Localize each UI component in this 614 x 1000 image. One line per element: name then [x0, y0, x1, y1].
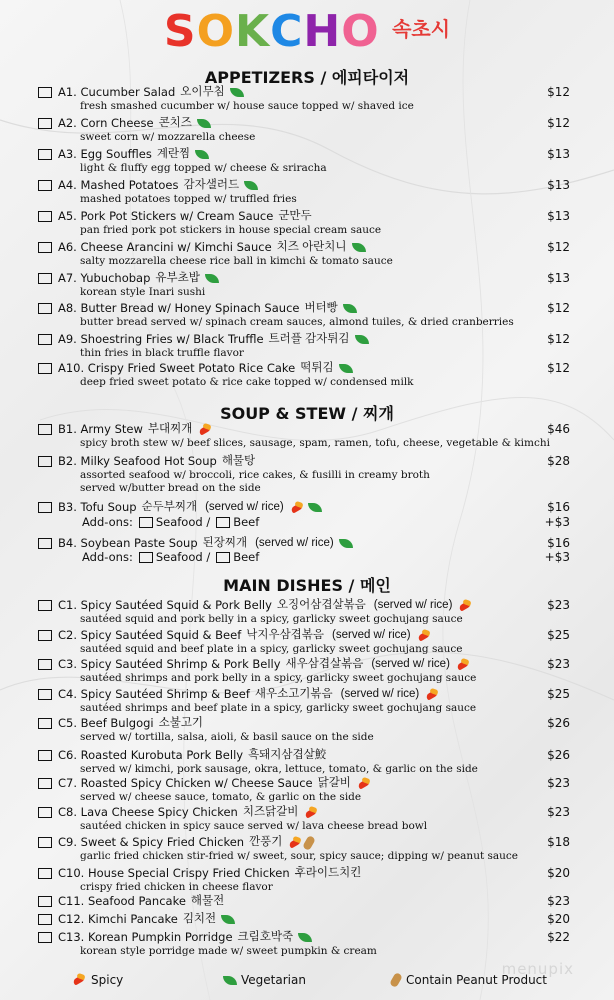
item-price: $26 [547, 716, 570, 730]
chili-icon [424, 689, 438, 701]
item-checkbox[interactable] [38, 868, 52, 879]
item-line [38, 178, 570, 193]
item-description: light & fluffy egg topped w/ cheese & sriracha [80, 162, 327, 174]
item-served-with: (served w/ rice) [205, 501, 284, 513]
item-name: C10. House Special Crispy Fried Chicken [58, 866, 290, 880]
item-checkbox[interactable] [38, 630, 52, 641]
item-price: $23 [547, 598, 570, 612]
restaurant-header [0, 6, 614, 58]
chili-icon [457, 600, 471, 612]
peanut-icon [389, 972, 403, 988]
item-name: A6. Cheese Arancini w/ Kimchi Sauce [58, 240, 272, 254]
item-line [38, 301, 570, 316]
item-line [38, 776, 570, 791]
item-checkbox[interactable] [38, 242, 52, 253]
item-description: deep fried sweet potato & rice cake topped w/ condensed milk [80, 376, 414, 388]
item-name: C5. Beef Bulgogi [58, 716, 154, 730]
leaf-icon [352, 243, 366, 252]
item-korean-name: 깐풍기 [249, 836, 283, 848]
leaf-icon [343, 304, 357, 313]
item-line [38, 628, 570, 643]
item-korean-name: 크림호박죽 [237, 931, 294, 943]
item-name: B3. Tofu Soup [58, 500, 137, 514]
item-served-with: (served w/ rice) [255, 537, 334, 549]
item-description: thin fries in black truffle flavor [80, 347, 244, 359]
item-name: C6. Roasted Kurobuta Pork Belly [58, 748, 244, 762]
menu-item-appetizer [38, 116, 570, 144]
menu-item-main [38, 930, 570, 958]
item-checkbox[interactable] [38, 502, 52, 513]
item-description: served w/ cheese sauce, tomato, & garlic on the side [80, 791, 362, 803]
item-name: C9. Sweet & Spicy Fried Chicken [58, 835, 245, 849]
menu-item-soup [38, 422, 570, 450]
menu-item-main [38, 748, 570, 776]
item-price: $13 [547, 209, 570, 223]
item-description: fresh smashed cucumber w/ house sauce topped w/ shaved ice [80, 100, 414, 112]
item-korean-name: 해물탕 [221, 455, 256, 467]
item-checkbox[interactable] [38, 538, 52, 549]
item-name: C1. Spicy Sautéed Squid & Pork Belly [58, 598, 272, 612]
item-checkbox[interactable] [38, 932, 52, 943]
chili-icon [356, 778, 370, 790]
item-served-with: (served w/ rice) [373, 599, 453, 611]
item-korean-name: 새우삼겹살볶음 [285, 658, 364, 670]
menu-item-appetizer [38, 301, 570, 329]
addon-seafood-label: Seafood / [155, 515, 211, 529]
addon-beef-checkbox[interactable] [216, 552, 230, 563]
leaf-icon [197, 119, 211, 128]
item-price: $22 [547, 930, 570, 944]
menu-item-main [38, 912, 570, 927]
item-checkbox[interactable] [38, 87, 52, 98]
item-korean-name: 떡튀김 [300, 362, 334, 374]
item-price: $16 [547, 500, 570, 514]
item-price: $16 [547, 536, 570, 550]
item-line [38, 240, 570, 255]
item-description: sautéed shrimps and pork belly in a spicy, garlicky sweet gochujang sauce [80, 672, 477, 684]
chili-icon [289, 502, 303, 514]
item-description: sautéed chicken in spicy sauce served w/ lava cheese bread bowl [80, 820, 428, 832]
chili-icon [197, 424, 211, 436]
item-line [38, 332, 570, 347]
item-price: $23 [547, 805, 570, 819]
item-description: pan fried pork pot stickers in house special cream sauce [80, 224, 382, 236]
peanut-icon [302, 834, 316, 850]
item-price: $28 [547, 454, 570, 468]
item-line [38, 835, 570, 850]
item-name: A10. Crispy Fried Sweet Potato Rice Cake [58, 361, 296, 375]
item-korean-name: 계란찜 [156, 148, 191, 160]
item-line [38, 209, 570, 224]
item-korean-name: 치즈닭갈비 [242, 806, 299, 818]
item-name: A3. Egg Souffles [58, 147, 152, 161]
item-korean-name: 낙지우삼겹볶음 [246, 629, 325, 641]
item-checkbox[interactable] [38, 273, 52, 284]
item-name: C8. Lava Cheese Spicy Chicken [58, 805, 238, 819]
menu-item-appetizer [38, 147, 570, 175]
item-line [38, 805, 570, 820]
item-name: A2. Corn Cheese [58, 116, 154, 130]
item-name: B2. Milky Seafood Hot Soup [58, 454, 217, 468]
item-description: sautéed squid and pork belly in a spicy, garlicky sweet gochujang sauce [80, 613, 463, 625]
item-price: $12 [547, 301, 570, 315]
item-korean-name: 닭갈비 [317, 777, 351, 789]
item-line [38, 866, 570, 881]
item-price: $26 [547, 748, 570, 762]
item-korean-name: 소불고기 [158, 717, 204, 729]
item-korean-name: 콘치즈 [158, 117, 192, 129]
item-price: $12 [547, 240, 570, 254]
addon-row [82, 515, 570, 529]
item-description: served w/ kimchi, pork sausage, okra, lettuce, tomato, & garlic on the side [80, 763, 478, 775]
addon-row [82, 550, 570, 564]
item-price: $13 [547, 178, 570, 192]
menu-item-main [38, 716, 570, 744]
item-korean-name: 버터빵 [304, 302, 338, 314]
item-name: A9. Shoestring Fries w/ Black Truffle [58, 332, 264, 346]
leaf-icon [205, 274, 219, 283]
item-checkbox[interactable] [38, 334, 52, 345]
item-description: spicy broth stew w/ beef slices, sausage, spam, ramen, tofu, cheese, vegetable & kimchi [80, 437, 550, 449]
item-line [38, 500, 570, 515]
addon-seafood-checkbox[interactable] [139, 517, 153, 528]
item-price: $23 [547, 657, 570, 671]
item-name: C3. Spicy Sautéed Shrimp & Pork Belly [58, 657, 281, 671]
menu-item-main [38, 598, 570, 626]
item-served-with: (served w/ rice) [332, 629, 411, 641]
item-description: korean style porridge made w/ sweet pumpkin & cream [80, 945, 377, 957]
menu-item-main [38, 866, 570, 894]
logo-letter: S [163, 6, 197, 57]
item-line [38, 748, 570, 763]
item-checkbox[interactable] [38, 363, 52, 374]
addon-seafood-label: Seafood / [155, 550, 211, 564]
item-korean-name: 부대찌개 [147, 423, 193, 435]
item-line [38, 657, 570, 672]
menu-item-soup [38, 500, 570, 515]
item-name: A7. Yubuchobap [58, 271, 151, 285]
menu-item-appetizer [38, 271, 570, 299]
item-description: sweet corn w/ mozzarella cheese [80, 131, 256, 143]
logo-letter: C [270, 6, 304, 57]
item-korean-name: 오징어삼겹살볶음 [276, 599, 366, 611]
item-name: A1. Cucumber Salad [58, 85, 176, 99]
item-price: $12 [547, 85, 570, 99]
restaurant-logo [164, 6, 380, 58]
legend-veg-label: Vegetarian [241, 973, 306, 987]
item-checkbox[interactable] [38, 896, 52, 907]
item-line [38, 536, 570, 551]
item-checkbox[interactable] [38, 600, 52, 611]
item-name: B4. Soybean Paste Soup [58, 536, 198, 550]
item-price: $18 [547, 835, 570, 849]
item-checkbox[interactable] [38, 118, 52, 129]
logo-letter: K [235, 6, 271, 57]
item-korean-name: 트러플 감자튀김 [268, 333, 350, 345]
menu-item-appetizer [38, 178, 570, 206]
item-price: $25 [547, 628, 570, 642]
menu-item-soup [38, 536, 570, 551]
item-name: C13. Korean Pumpkin Porridge [58, 930, 233, 944]
item-description: butter bread served w/ spinach cream sauces, almond tuiles, & dried cranberries [80, 316, 514, 328]
item-korean-name: 감자샐러드 [183, 179, 240, 191]
menu-item-main [38, 894, 570, 909]
item-description: salty mozzarella cheese rice ball in kimchi & tomato sauce [80, 255, 393, 267]
chili-icon [416, 630, 430, 642]
item-line [38, 912, 570, 927]
item-checkbox[interactable] [38, 914, 52, 925]
leaf-icon [244, 181, 258, 190]
leaf-icon [298, 933, 312, 942]
menu-item-main [38, 805, 570, 833]
item-price: $12 [547, 116, 570, 130]
item-description: crispy fried chicken in cheese flavor [80, 881, 273, 893]
item-line [38, 271, 570, 286]
item-line [38, 930, 570, 945]
item-korean-name: 김치전 [182, 913, 217, 925]
addon-seafood-checkbox[interactable] [139, 552, 153, 563]
item-description: korean style Inari sushi [80, 286, 206, 298]
item-line [38, 422, 570, 437]
leaf-icon [339, 539, 353, 548]
leaf-icon [339, 364, 353, 373]
item-name: A8. Butter Bread w/ Honey Spinach Sauce [58, 301, 300, 315]
menu-item-appetizer [38, 209, 570, 237]
item-checkbox[interactable] [38, 180, 52, 191]
item-name: C11. Seafood Pancake [58, 894, 186, 908]
item-korean-name: 유부초밥 [155, 272, 200, 284]
item-line [38, 894, 570, 909]
menu-item-main [38, 835, 570, 863]
item-served-with: (served w/ rice) [371, 658, 450, 670]
item-checkbox[interactable] [38, 211, 52, 222]
item-description: sautéed shrimps and beef plate in a spicy, garlicky sweet gochujang sauce [80, 702, 477, 714]
menu-item-appetizer [38, 240, 570, 268]
appetizers-heading: APPETIZERS / 에피타이저 [204, 68, 410, 87]
menu-item-soup [38, 454, 570, 495]
addon-price: +$3 [544, 550, 570, 564]
item-name: B1. Army Stew [58, 422, 143, 436]
addon-label: Add-ons: [82, 550, 133, 564]
menu-item-appetizer [38, 361, 570, 389]
item-checkbox[interactable] [38, 778, 52, 789]
addon-beef-checkbox[interactable] [216, 517, 230, 528]
item-price: $12 [547, 332, 570, 346]
menu-item-main [38, 776, 570, 804]
addon-price: +$3 [544, 515, 570, 529]
item-korean-name: 된장찌개 [202, 537, 248, 549]
item-checkbox[interactable] [38, 149, 52, 160]
item-line [38, 361, 570, 376]
item-price: $23 [547, 776, 570, 790]
item-korean-name: 순두부찌개 [141, 501, 198, 513]
legend-peanut-label: Contain Peanut Product [406, 973, 547, 987]
leaf-icon [221, 915, 235, 924]
item-price: $46 [547, 422, 570, 436]
item-checkbox[interactable] [38, 303, 52, 314]
item-korean-name: 새우소고기볶음 [254, 688, 333, 700]
item-name: A4. Mashed Potatoes [58, 178, 179, 192]
chili-icon [287, 837, 301, 849]
leaf-icon [230, 88, 244, 97]
menu-item-appetizer [38, 332, 570, 360]
item-line [38, 85, 570, 100]
chili-icon [303, 807, 317, 819]
item-checkbox[interactable] [38, 837, 52, 848]
item-line [38, 716, 570, 731]
menu-item-main [38, 657, 570, 685]
legend-spicy [66, 973, 123, 987]
menu-item-appetizer [38, 85, 570, 113]
legend-vegetarian [218, 973, 306, 987]
watermark: menupix [501, 960, 574, 978]
chili-icon [455, 659, 469, 671]
menu-item-main [38, 628, 570, 656]
item-name: C4. Spicy Sautéed Shrimp & Beef [58, 687, 250, 701]
item-description: served w/ tortilla, salsa, aioli, & basil sauce on the side [80, 731, 374, 743]
item-korean-name: 치즈 아란치니 [276, 241, 347, 253]
item-checkbox[interactable] [38, 456, 52, 467]
item-price: $13 [547, 147, 570, 161]
item-checkbox[interactable] [38, 689, 52, 700]
soup-stew-heading: SOUP & STEW / 찌개 [220, 404, 394, 423]
chili-icon [71, 974, 85, 986]
item-korean-name: 후라이드치킨 [294, 867, 362, 879]
item-price: $13 [547, 271, 570, 285]
item-checkbox[interactable] [38, 659, 52, 670]
main-dishes-heading: MAIN DISHES / 메인 [223, 576, 391, 595]
addon-label: Add-ons: [82, 515, 133, 529]
item-line [38, 147, 570, 162]
item-checkbox[interactable] [38, 750, 52, 761]
item-description-extra: served w/butter bread on the side [80, 482, 261, 494]
item-korean-name: 해물전 [190, 895, 225, 907]
legend-spicy-label: Spicy [91, 973, 124, 987]
logo-letter: O [341, 6, 380, 57]
item-price: $20 [547, 866, 570, 880]
item-name: C12. Kimchi Pancake [58, 912, 178, 926]
item-line [38, 116, 570, 131]
item-checkbox[interactable] [38, 424, 52, 435]
item-description: assorted seafood w/ broccoli, rice cakes, & fusilli in creamy broth [80, 469, 430, 481]
item-served-with: (served w/ rice) [340, 688, 420, 700]
addon-beef-label: Beef [233, 515, 260, 529]
leaf-icon [308, 503, 322, 512]
leaf-icon [355, 335, 369, 344]
restaurant-korean-name: 속초시 [392, 19, 451, 41]
item-price: $23 [547, 894, 570, 908]
item-line [38, 687, 570, 702]
addon-beef-label: Beef [233, 550, 260, 564]
item-description: mashed potatoes topped w/ truffled fries [80, 193, 297, 205]
item-line [38, 598, 570, 613]
item-checkbox[interactable] [38, 807, 52, 818]
item-korean-name: 오이무침 [180, 86, 225, 98]
logo-letter: H [303, 6, 342, 57]
item-name: C7. Roasted Spicy Chicken w/ Cheese Sauce [58, 776, 313, 790]
logo-letter: O [196, 6, 236, 57]
item-price: $12 [547, 361, 570, 375]
item-name: A5. Pork Pot Stickers w/ Cream Sauce [58, 209, 274, 223]
item-description: garlic fried chicken stir-fried w/ sweet, sour, spicy sauce; dipping w/ peanut sauce [80, 850, 519, 862]
item-price: $20 [547, 912, 570, 926]
leaf-icon [223, 976, 237, 985]
item-korean-name: 군만두 [278, 210, 312, 222]
item-description: sautéed squid and beef plate in a spicy, garlicky sweet gochujang sauce [80, 643, 463, 655]
item-checkbox[interactable] [38, 718, 52, 729]
menu-item-main [38, 687, 570, 715]
item-price: $25 [547, 687, 570, 701]
item-korean-name: 흑돼지삼겹살鮫 [248, 749, 327, 761]
leaf-icon [195, 150, 209, 159]
item-name: C2. Spicy Sautéed Squid & Beef [58, 628, 242, 642]
item-line [38, 454, 570, 469]
